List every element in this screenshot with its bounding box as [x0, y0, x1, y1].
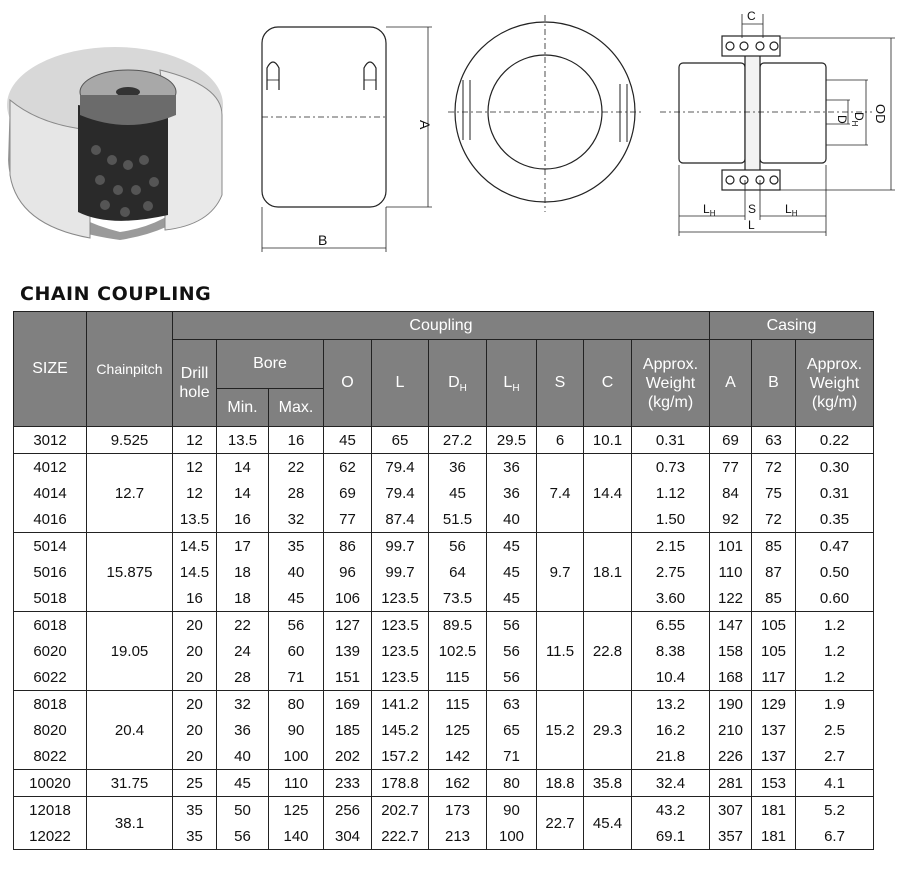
cell-bore-max: 32: [269, 506, 324, 533]
cell-l: 123.5: [372, 612, 429, 639]
cell-l: 99.7: [372, 559, 429, 585]
cell-drill-hole: 14.5: [173, 559, 217, 585]
cell-size: 3012: [14, 427, 87, 454]
cell-chainpitch: 19.05: [87, 612, 173, 691]
spec-table: [13, 311, 874, 850]
cell-bore-min: 17: [217, 533, 269, 560]
cell-a: 92: [710, 506, 752, 533]
cell-a: 210: [710, 717, 752, 743]
cell-drill-hole: 20: [173, 743, 217, 770]
cell-coupling-weight: 1.50: [632, 506, 710, 533]
cell-size: 8020: [14, 717, 87, 743]
cell-c: 18.1: [584, 533, 632, 612]
cell-dh: 125: [429, 717, 487, 743]
cell-bore-max: 22: [269, 454, 324, 481]
cell-bore-max: 90: [269, 717, 324, 743]
cell-drill-hole: 25: [173, 770, 217, 797]
cell-dh: 162: [429, 770, 487, 797]
dim-d-label: D: [835, 115, 849, 124]
cell-chainpitch: 9.525: [87, 427, 173, 454]
cell-bore-max: 140: [269, 823, 324, 850]
cell-o: 256: [324, 797, 372, 824]
cell-size: 4016: [14, 506, 87, 533]
cell-c: 29.3: [584, 691, 632, 770]
cell-coupling-weight: 16.2: [632, 717, 710, 743]
cell-lh: 45: [487, 585, 537, 612]
cell-o: 139: [324, 638, 372, 664]
dim-lh-right-label: $L_H$: [785, 202, 798, 218]
cell-casing-weight: 0.31: [796, 480, 874, 506]
cell-s: 9.7: [537, 533, 584, 612]
cell-l: 65: [372, 427, 429, 454]
cell-coupling-weight: 0.73: [632, 454, 710, 481]
cell-casing-weight: 0.60: [796, 585, 874, 612]
col-casing-weight: Approx. Weight (kg/m): [796, 340, 874, 427]
col-group-coupling: Coupling: [173, 312, 710, 340]
cell-lh: 56: [487, 638, 537, 664]
cell-drill-hole: 35: [173, 823, 217, 850]
cell-c: 10.1: [584, 427, 632, 454]
cell-a: 101: [710, 533, 752, 560]
cell-a: 190: [710, 691, 752, 718]
product-figures: [0, 0, 901, 270]
cell-l: 123.5: [372, 585, 429, 612]
cell-coupling-weight: 6.55: [632, 612, 710, 639]
cell-dh: 115: [429, 691, 487, 718]
cell-lh: 40: [487, 506, 537, 533]
table-row: [14, 770, 874, 797]
cell-drill-hole: 20: [173, 691, 217, 718]
cell-o: 304: [324, 823, 372, 850]
cell-a: 69: [710, 427, 752, 454]
cell-b: 129: [752, 691, 796, 718]
cell-size: 5014: [14, 533, 87, 560]
cell-a: 168: [710, 664, 752, 691]
cell-chainpitch: 12.7: [87, 454, 173, 533]
cell-o: 77: [324, 506, 372, 533]
cell-drill-hole: 12: [173, 480, 217, 506]
col-s: S: [537, 340, 584, 427]
cell-bore-max: 125: [269, 797, 324, 824]
dim-dh-label: $D_H$: [850, 112, 866, 127]
cell-dh: 36: [429, 454, 487, 481]
cell-l: 123.5: [372, 638, 429, 664]
cell-bore-min: 16: [217, 506, 269, 533]
cell-dh: 213: [429, 823, 487, 850]
cell-lh: 90: [487, 797, 537, 824]
dim-a-label: A: [417, 120, 433, 130]
table-row: [14, 454, 874, 481]
cell-bore-max: 80: [269, 691, 324, 718]
cell-a: 84: [710, 480, 752, 506]
cell-bore-min: 28: [217, 664, 269, 691]
cell-bore-max: 40: [269, 559, 324, 585]
cell-casing-weight: 5.2: [796, 797, 874, 824]
cell-dh: 115: [429, 664, 487, 691]
cell-size: 6020: [14, 638, 87, 664]
cell-size: 12022: [14, 823, 87, 850]
cell-size: 6018: [14, 612, 87, 639]
cell-l: 99.7: [372, 533, 429, 560]
dim-b-label: B: [318, 232, 328, 248]
cell-lh: 63: [487, 691, 537, 718]
cell-drill-hole: 20: [173, 717, 217, 743]
cell-coupling-weight: 2.15: [632, 533, 710, 560]
col-l: L: [372, 340, 429, 427]
cell-coupling-weight: 1.12: [632, 480, 710, 506]
cell-o: 86: [324, 533, 372, 560]
cell-chainpitch: 15.875: [87, 533, 173, 612]
cell-bore-min: 18: [217, 559, 269, 585]
cell-l: 222.7: [372, 823, 429, 850]
cell-bore-max: 71: [269, 664, 324, 691]
cell-l: 87.4: [372, 506, 429, 533]
cell-l: 123.5: [372, 664, 429, 691]
cell-a: 281: [710, 770, 752, 797]
cell-s: 15.2: [537, 691, 584, 770]
cell-l: 79.4: [372, 480, 429, 506]
cell-b: 137: [752, 743, 796, 770]
dim-lh-left-label: $L_H$: [703, 202, 716, 218]
cell-dh: 56: [429, 533, 487, 560]
cell-casing-weight: 1.2: [796, 638, 874, 664]
cell-coupling-weight: 3.60: [632, 585, 710, 612]
cell-size: 8022: [14, 743, 87, 770]
cell-o: 106: [324, 585, 372, 612]
col-dh: $D_H$: [429, 340, 487, 427]
col-a: A: [710, 340, 752, 427]
cell-casing-weight: 1.2: [796, 612, 874, 639]
cell-lh: 71: [487, 743, 537, 770]
cell-drill-hole: 20: [173, 664, 217, 691]
cell-coupling-weight: 13.2: [632, 691, 710, 718]
cell-chainpitch: 31.75: [87, 770, 173, 797]
table-row: [14, 427, 874, 454]
cell-size: 8018: [14, 691, 87, 718]
cell-bore-min: 14: [217, 480, 269, 506]
cell-o: 169: [324, 691, 372, 718]
col-o: O: [324, 340, 372, 427]
table-row: [14, 612, 874, 639]
cell-bore-min: 40: [217, 743, 269, 770]
cell-size: 6022: [14, 664, 87, 691]
cell-dh: 27.2: [429, 427, 487, 454]
cell-casing-weight: 2.7: [796, 743, 874, 770]
dim-od-label: OD: [873, 104, 888, 124]
table-row: [14, 691, 874, 718]
cell-a: 226: [710, 743, 752, 770]
col-coupling-weight: Approx. Weight (kg/m): [632, 340, 710, 427]
col-chainpitch: Chainpitch: [87, 312, 173, 427]
cell-drill-hole: 20: [173, 612, 217, 639]
table-row: [14, 797, 874, 824]
col-b: B: [752, 340, 796, 427]
table-row: [14, 533, 874, 560]
cell-lh: 45: [487, 559, 537, 585]
cell-l: 145.2: [372, 717, 429, 743]
cell-o: 69: [324, 480, 372, 506]
cell-s: 18.8: [537, 770, 584, 797]
cell-bore-min: 24: [217, 638, 269, 664]
cell-drill-hole: 14.5: [173, 533, 217, 560]
cell-dh: 89.5: [429, 612, 487, 639]
cell-c: 45.4: [584, 797, 632, 850]
cell-lh: 65: [487, 717, 537, 743]
cell-bore-min: 45: [217, 770, 269, 797]
cell-coupling-weight: 21.8: [632, 743, 710, 770]
cell-b: 105: [752, 612, 796, 639]
cell-l: 157.2: [372, 743, 429, 770]
col-bore-min: Min.: [217, 389, 269, 427]
cell-a: 307: [710, 797, 752, 824]
cell-coupling-weight: 8.38: [632, 638, 710, 664]
cell-casing-weight: 1.9: [796, 691, 874, 718]
cell-s: 11.5: [537, 612, 584, 691]
cell-a: 158: [710, 638, 752, 664]
cell-bore-max: 110: [269, 770, 324, 797]
cell-b: 75: [752, 480, 796, 506]
cell-size: 4012: [14, 454, 87, 481]
col-group-casing: Casing: [710, 312, 874, 340]
page-title: CHAIN COUPLING: [20, 283, 212, 305]
cell-casing-weight: 0.50: [796, 559, 874, 585]
cell-b: 87: [752, 559, 796, 585]
cell-lh: 56: [487, 664, 537, 691]
cell-bore-max: 16: [269, 427, 324, 454]
col-size: SIZE: [14, 312, 87, 427]
cell-b: 85: [752, 533, 796, 560]
cell-a: 357: [710, 823, 752, 850]
cell-lh: 56: [487, 612, 537, 639]
cell-o: 185: [324, 717, 372, 743]
cell-dh: 73.5: [429, 585, 487, 612]
cell-l: 202.7: [372, 797, 429, 824]
cell-o: 202: [324, 743, 372, 770]
cell-size: 4014: [14, 480, 87, 506]
cell-bore-max: 35: [269, 533, 324, 560]
cell-coupling-weight: 69.1: [632, 823, 710, 850]
dim-c-label: C: [747, 9, 756, 23]
cell-o: 62: [324, 454, 372, 481]
dim-l-label: L: [748, 218, 755, 232]
cell-coupling-weight: 10.4: [632, 664, 710, 691]
cell-casing-weight: 4.1: [796, 770, 874, 797]
cell-c: 35.8: [584, 770, 632, 797]
cell-size: 5018: [14, 585, 87, 612]
cell-b: 72: [752, 454, 796, 481]
front-view-drawing: [262, 27, 432, 252]
cell-bore-min: 56: [217, 823, 269, 850]
cell-o: 127: [324, 612, 372, 639]
cell-drill-hole: 13.5: [173, 506, 217, 533]
cell-c: 22.8: [584, 612, 632, 691]
cell-bore-min: 50: [217, 797, 269, 824]
cell-b: 137: [752, 717, 796, 743]
cell-bore-min: 18: [217, 585, 269, 612]
cell-bore-min: 14: [217, 454, 269, 481]
cell-casing-weight: 0.30: [796, 454, 874, 481]
table-header: [14, 312, 874, 427]
cell-bore-min: 13.5: [217, 427, 269, 454]
cell-dh: 51.5: [429, 506, 487, 533]
cell-b: 105: [752, 638, 796, 664]
cell-lh: 45: [487, 533, 537, 560]
cell-bore-min: 22: [217, 612, 269, 639]
cell-casing-weight: 0.22: [796, 427, 874, 454]
cell-b: 85: [752, 585, 796, 612]
cell-bore-min: 32: [217, 691, 269, 718]
cell-o: 151: [324, 664, 372, 691]
cell-dh: 102.5: [429, 638, 487, 664]
cell-b: 117: [752, 664, 796, 691]
cell-drill-hole: 12: [173, 454, 217, 481]
cell-lh: 36: [487, 454, 537, 481]
col-c: C: [584, 340, 632, 427]
ring-view-drawing: [448, 15, 642, 212]
cell-drill-hole: 16: [173, 585, 217, 612]
cell-dh: 64: [429, 559, 487, 585]
cell-casing-weight: 0.35: [796, 506, 874, 533]
col-drill-hole: Drill hole: [173, 340, 217, 427]
cell-a: 77: [710, 454, 752, 481]
cell-dh: 142: [429, 743, 487, 770]
cell-bore-min: 36: [217, 717, 269, 743]
coupling-photo: [7, 47, 223, 240]
cell-size: 5016: [14, 559, 87, 585]
cell-b: 72: [752, 506, 796, 533]
cell-casing-weight: 6.7: [796, 823, 874, 850]
cell-size: 12018: [14, 797, 87, 824]
cell-lh: 100: [487, 823, 537, 850]
cell-l: 141.2: [372, 691, 429, 718]
col-bore: Bore: [217, 340, 324, 389]
cell-bore-max: 56: [269, 612, 324, 639]
cell-lh: 36: [487, 480, 537, 506]
cell-a: 147: [710, 612, 752, 639]
cell-casing-weight: 0.47: [796, 533, 874, 560]
cell-drill-hole: 35: [173, 797, 217, 824]
dim-s-label: S: [748, 202, 757, 216]
cell-drill-hole: 12: [173, 427, 217, 454]
cell-casing-weight: 2.5: [796, 717, 874, 743]
col-lh: $L_H$: [487, 340, 537, 427]
cell-s: 22.7: [537, 797, 584, 850]
cell-lh: 80: [487, 770, 537, 797]
cell-o: 233: [324, 770, 372, 797]
cell-bore-max: 100: [269, 743, 324, 770]
cell-b: 63: [752, 427, 796, 454]
cell-coupling-weight: 2.75: [632, 559, 710, 585]
cell-lh: 29.5: [487, 427, 537, 454]
cell-a: 122: [710, 585, 752, 612]
cell-c: 14.4: [584, 454, 632, 533]
cell-bore-max: 28: [269, 480, 324, 506]
cell-l: 79.4: [372, 454, 429, 481]
cell-o: 45: [324, 427, 372, 454]
cell-bore-max: 60: [269, 638, 324, 664]
col-bore-max: Max.: [269, 389, 324, 427]
cell-chainpitch: 20.4: [87, 691, 173, 770]
cell-dh: 45: [429, 480, 487, 506]
cell-l: 178.8: [372, 770, 429, 797]
cell-a: 110: [710, 559, 752, 585]
cell-casing-weight: 1.2: [796, 664, 874, 691]
cell-drill-hole: 20: [173, 638, 217, 664]
cell-o: 96: [324, 559, 372, 585]
cell-coupling-weight: 43.2: [632, 797, 710, 824]
cell-b: 181: [752, 823, 796, 850]
cell-coupling-weight: 32.4: [632, 770, 710, 797]
cell-coupling-weight: 0.31: [632, 427, 710, 454]
cell-b: 153: [752, 770, 796, 797]
cell-chainpitch: 38.1: [87, 797, 173, 850]
cell-size: 10020: [14, 770, 87, 797]
cell-s: 7.4: [537, 454, 584, 533]
cell-dh: 173: [429, 797, 487, 824]
cell-s: 6: [537, 427, 584, 454]
cell-bore-max: 45: [269, 585, 324, 612]
cell-b: 181: [752, 797, 796, 824]
figures-canvas: [0, 0, 901, 270]
table-body: [14, 427, 874, 850]
